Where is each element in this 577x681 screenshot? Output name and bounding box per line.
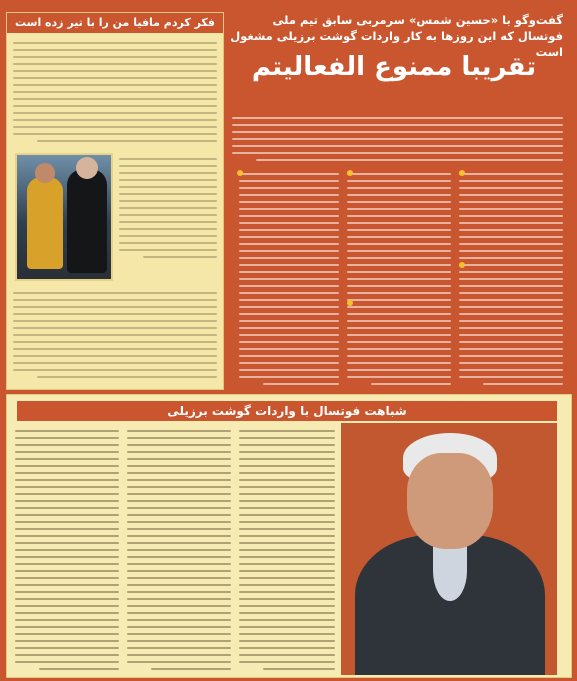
sidebar-text-right bbox=[119, 153, 217, 263]
article-col-3 bbox=[239, 168, 339, 390]
question-bullet bbox=[347, 170, 353, 176]
question-bullet bbox=[347, 300, 353, 306]
bottom-panel bbox=[6, 394, 572, 678]
article-intro bbox=[232, 112, 563, 166]
sidebar-text-bottom bbox=[13, 287, 217, 383]
bottom-col-2 bbox=[127, 425, 231, 675]
sidebar-box bbox=[6, 12, 224, 390]
bottom-col-1 bbox=[239, 425, 335, 675]
sidebar-title: فکر کردم مافیا من را با تیر زده است bbox=[7, 13, 223, 33]
sidebar-photo bbox=[15, 153, 113, 281]
article-col-2 bbox=[347, 168, 451, 390]
question-bullet bbox=[459, 262, 465, 268]
bottom-col-3 bbox=[15, 425, 119, 675]
sidebar-text-top bbox=[13, 37, 217, 147]
question-bullet bbox=[459, 170, 465, 176]
question-bullet bbox=[237, 170, 243, 176]
article-headline: تقریبا ممنوع الفعالیتم bbox=[251, 52, 537, 82]
interviewee-portrait bbox=[341, 423, 557, 675]
article-kicker: گفت‌وگو با «حسین شمس» سرمربی سابق تیم ملی فوتسال که این روزها به کار واردات گوشت برزیلی مشغول است bbox=[230, 13, 563, 59]
bottom-panel-title: شباهت فوتسال با واردات گوشت برزیلی bbox=[17, 401, 557, 421]
article-col-1 bbox=[459, 168, 563, 390]
